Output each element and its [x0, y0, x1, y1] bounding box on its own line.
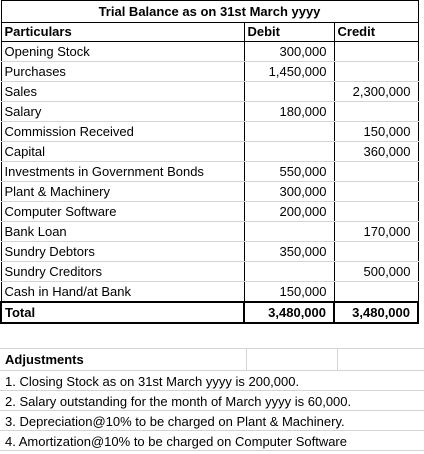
total-row: [1, 302, 418, 323]
credit-cell[interactable]: [334, 202, 418, 222]
particular-cell[interactable]: Purchases: [1, 62, 244, 82]
debit-cell[interactable]: 180,000: [244, 102, 334, 122]
particular-cell[interactable]: Sundry Debtors: [1, 242, 244, 262]
table-row: [1, 62, 418, 82]
table-row: [1, 102, 418, 122]
grid-line: [0, 410, 424, 411]
table-row: [1, 82, 418, 102]
table-row: [1, 262, 418, 282]
header-credit[interactable]: Credit: [334, 23, 418, 42]
total-label[interactable]: Total: [1, 302, 244, 323]
debit-cell[interactable]: 350,000: [244, 242, 334, 262]
credit-cell[interactable]: 150,000: [334, 122, 418, 142]
adjustment-item[interactable]: 3. Depreciation@10% to be charged on Plant & Machinery.: [5, 414, 345, 429]
particular-cell[interactable]: Computer Software: [1, 202, 244, 222]
credit-cell[interactable]: [334, 242, 418, 262]
particular-cell[interactable]: Sales: [1, 82, 244, 102]
credit-cell[interactable]: [334, 62, 418, 82]
adjustment-item[interactable]: 2. Salary outstanding for the month of March yyyy is 60,000.: [5, 394, 352, 409]
debit-cell[interactable]: 300,000: [244, 182, 334, 202]
particular-cell[interactable]: Opening Stock: [1, 42, 244, 62]
credit-cell[interactable]: 500,000: [334, 262, 418, 282]
debit-cell[interactable]: [244, 222, 334, 242]
table-row: [1, 222, 418, 242]
grid-line: [0, 348, 424, 349]
debit-cell[interactable]: 550,000: [244, 162, 334, 182]
table-row: [1, 202, 418, 222]
grid-line: [0, 370, 424, 371]
table-row: [1, 242, 418, 262]
particular-cell[interactable]: Investments in Government Bonds: [1, 162, 244, 182]
particular-cell[interactable]: Sundry Creditors: [1, 262, 244, 282]
header-particulars[interactable]: Particulars: [1, 23, 244, 42]
debit-cell[interactable]: [244, 122, 334, 142]
debit-cell[interactable]: [244, 262, 334, 282]
particular-cell[interactable]: Commission Received: [1, 122, 244, 142]
debit-cell[interactable]: [244, 142, 334, 162]
debit-cell[interactable]: 150,000: [244, 282, 334, 303]
adjustment-item[interactable]: 1. Closing Stock as on 31st March yyyy is 200,000.: [5, 374, 300, 389]
table-row: [1, 282, 418, 303]
grid-line: [0, 430, 424, 431]
debit-cell[interactable]: [244, 82, 334, 102]
grid-line: [337, 348, 338, 370]
debit-cell[interactable]: 200,000: [244, 202, 334, 222]
table-row: [1, 122, 418, 142]
table-title-row: [1, 1, 418, 23]
credit-cell[interactable]: [334, 102, 418, 122]
grid-line: [0, 390, 424, 391]
credit-cell[interactable]: [334, 182, 418, 202]
grid-line: [246, 348, 247, 370]
credit-cell[interactable]: 2,300,000: [334, 82, 418, 102]
credit-cell[interactable]: [334, 42, 418, 62]
credit-cell[interactable]: 360,000: [334, 142, 418, 162]
particular-cell[interactable]: Capital: [1, 142, 244, 162]
header-debit[interactable]: Debit: [244, 23, 334, 42]
particular-cell[interactable]: Plant & Machinery: [1, 182, 244, 202]
adjustments-heading[interactable]: Adjustments: [5, 352, 84, 367]
table-title[interactable]: Trial Balance as on 31st March yyyy: [1, 1, 418, 23]
credit-cell[interactable]: [334, 162, 418, 182]
credit-cell[interactable]: [334, 282, 418, 303]
particular-cell[interactable]: Cash in Hand/at Bank: [1, 282, 244, 303]
total-debit[interactable]: 3,480,000: [244, 302, 334, 323]
table-row: [1, 162, 418, 182]
total-credit[interactable]: 3,480,000: [334, 302, 418, 323]
table-row: [1, 182, 418, 202]
table-row: [1, 142, 418, 162]
credit-cell[interactable]: 170,000: [334, 222, 418, 242]
table-body: [1, 42, 418, 303]
debit-cell[interactable]: 300,000: [244, 42, 334, 62]
grid-line: [0, 450, 424, 451]
adjustment-item[interactable]: 4. Amortization@10% to be charged on Computer Software: [5, 434, 347, 449]
particular-cell[interactable]: Bank Loan: [1, 222, 244, 242]
debit-cell[interactable]: 1,450,000: [244, 62, 334, 82]
header-row: [1, 23, 418, 42]
table-row: [1, 42, 418, 62]
particular-cell[interactable]: Salary: [1, 102, 244, 122]
